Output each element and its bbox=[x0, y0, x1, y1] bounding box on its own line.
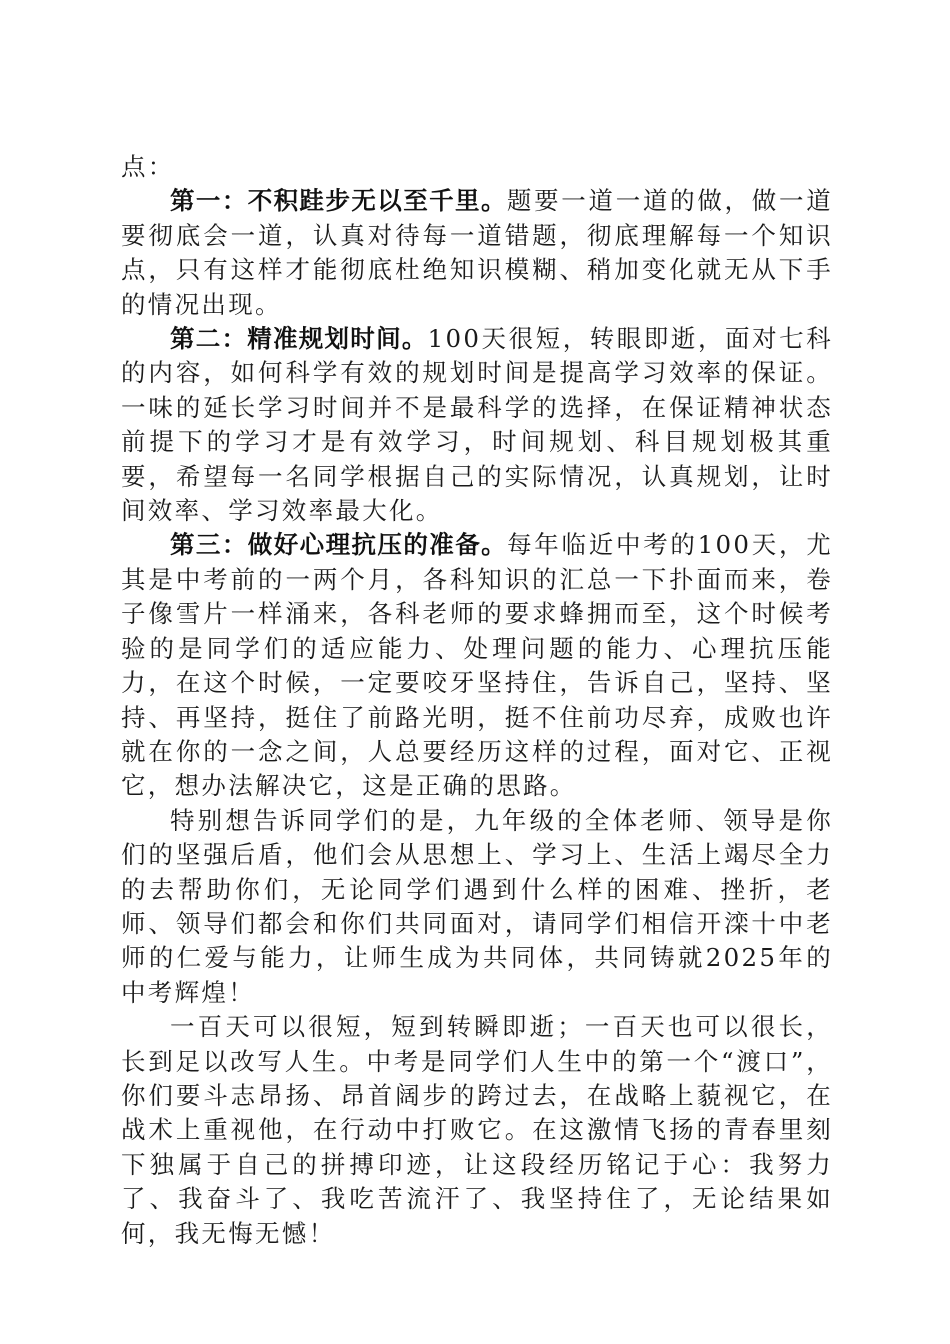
point-two-body: 100天很短，转眼即逝，面对七科的内容，如何科学有效的规划时间是提高学习效率的保证。一味的延长学习时间并不是最科学的选择，在保证精神状态前提下的学习才是有效学习，时间规划、科目规划极其重要，希望每一名同学根据自己的实际情况，认真规划，让时间效率、学习效率最大化。 bbox=[121, 324, 834, 526]
point-three-heading: 第三：做好心理抗压的准备。 bbox=[170, 530, 508, 560]
closing-paragraph: 一百天可以很短，短到转瞬即逝；一百天也可以很长，长到足以改写人生。中考是同学们人生中的第一个“渡口”，你们要斗志昂扬、昂首阔步的跨过去，在战略上藐视它，在战术上重视他，在行动中打败它。在这激情飞扬的青春里刻下独属于自己的拼搏印迹，让这段经历铭记于心：我努力了、我奋斗了、我吃苦流汗了、我坚持住了，无论结果如何，我无悔无憾！ bbox=[121, 1012, 833, 1248]
point-two-paragraph bbox=[121, 322, 833, 528]
continuation-text: 点： bbox=[121, 152, 175, 181]
point-three-body: 每年临近中考的100天，尤其是中考前的一两个月，各科知识的汇总一下扑面而来，卷子像雪片一样涌来，各科老师的要求蜂拥而至，这个时候考验的是同学们的适应能力、处理问题的能力、心理抗压能力，在这个时候，一定要咬牙坚持住，告诉自己，坚持、坚持、再坚持，挺住了前路光明，挺不住前功尽弃，成败也许就在你的一念之间，人总要经历这样的过程，面对它、正视它，想办法解决它，这是正确的思路。 bbox=[121, 530, 833, 801]
point-one-heading: 第一：不积跬步无以至千里。 bbox=[170, 186, 507, 216]
point-one-paragraph bbox=[121, 184, 833, 322]
document-body bbox=[121, 150, 833, 1251]
point-one-body: 题要一道一道的做，做一道要彻底会一道，认真对待每一道错题，彻底理解每一个知识点，只有这样才能彻底杜绝知识模糊、稍加变化就无从下手的情况出现。 bbox=[121, 186, 833, 319]
support-paragraph: 特别想告诉同学们的是，九年级的全体老师、领导是你们的坚强后盾，他们会从思想上、学习上、生活上竭尽全力的去帮助你们，无论同学们遇到什么样的困难、挫折，老师、领导们都会和你们共同面对，请同学们相信开滦十中老师的仁爱与能力，让师生成为共同体，共同铸就2025年的中考辉煌！ bbox=[121, 805, 833, 1007]
point-two-heading: 第二：精准规划时间。 bbox=[170, 324, 428, 354]
point-three-paragraph bbox=[121, 528, 833, 803]
